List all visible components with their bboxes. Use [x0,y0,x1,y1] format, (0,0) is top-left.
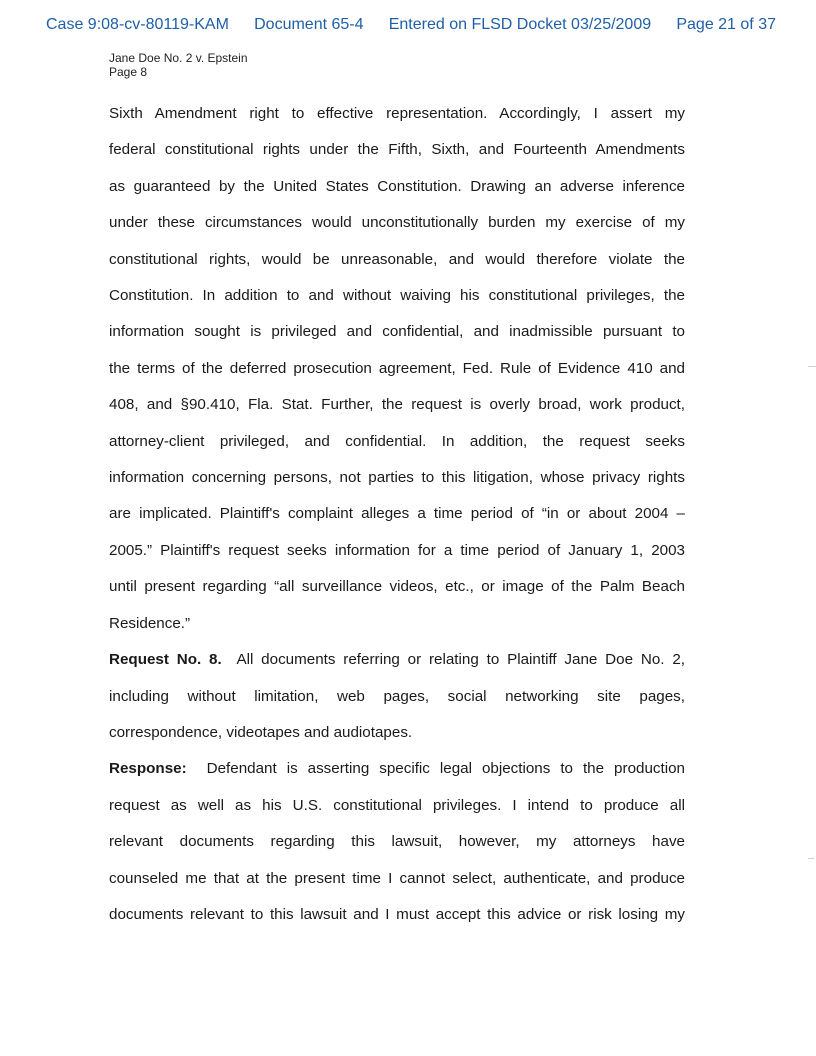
text-line: as guaranteed by the United States Constitution. Drawing an adverse inference [109,177,685,195]
text-line: 408, and §90.410, Fla. Stat. Further, the request is overly broad, work product, [109,396,685,414]
text-line: federal constitutional rights under the Fifth, Sixth, and Fourteenth Amendments [109,141,685,159]
caption-title: Jane Doe No. 2 v. Epstein [109,51,248,65]
text-line [109,642,685,678]
text-line: correspondence, videotapes and audiotapes. [109,723,413,741]
document-number: Document 65-4 [254,16,364,33]
text-line: until present regarding “all surveillance videos, etc., or image of the Palm Beach [109,578,685,596]
text-line: attorney-client privileged, and confidential. In addition, the request seeks [109,432,685,450]
caption-page: Page 8 [109,65,148,79]
text-line: Sixth Amendment right to effective representation. Accordingly, I assert my [109,105,685,122]
response-text: Defendant is asserting specific legal objections to the production [206,760,685,778]
request-text: All documents referring or relating to Plaintiff Jane Doe No. 2, [236,651,685,669]
text-line: are implicated. Plaintiff's complaint alleges a time period of “in or about 2004 – [109,505,685,523]
text-line [109,751,685,787]
scan-artifact-mark [808,366,816,367]
case-number: Case 9:08-cv-80119-KAM [46,16,229,33]
text-line: Residence.” [109,614,191,632]
text-line: including without limitation, web pages, social networking site pages, [109,687,685,705]
text-line: relevant documents regarding this lawsuit, however, my attorneys have [109,833,685,851]
docket-stamp [46,16,776,34]
response-8 [109,751,685,933]
text-line: information concerning persons, not parties to this litigation, whose privacy rights [109,469,685,487]
text-line: documents relevant to this lawsuit and I must accept this advice or risk losing my [109,905,685,923]
body-text [109,96,685,933]
text-line: Constitution. In addition to and without waiving his constitutional privileges, the [109,287,685,305]
text-line: counseled me that at the present time I cannot select, authenticate, and produce [109,869,685,887]
text-line: under these circumstances would unconstitutionally burden my exercise of my [109,214,685,232]
text-line: request as well as his U.S. constitutional privileges. I intend to produce all [109,796,685,814]
scan-artifact-mark [808,858,814,859]
paragraph-response-continued [109,96,685,642]
request-label: Request No. 8. [109,651,222,669]
running-caption [109,51,248,79]
text-line: the terms of the deferred prosecution agreement, Fed. Rule of Evidence 410 and [109,359,685,377]
text-line: information sought is privileged and confidential, and inadmissible pursuant to [109,323,685,341]
text-line: 2005.” Plaintiff's request seeks information for a time period of January 1, 2003 [109,541,685,559]
request-8 [109,642,685,751]
page-count: Page 21 of 37 [676,16,776,33]
docket-entry-date: Entered on FLSD Docket 03/25/2009 [388,16,652,33]
response-label: Response: [109,760,187,778]
text-line: constitutional rights, would be unreasonable, and would therefore violate the [109,250,685,268]
